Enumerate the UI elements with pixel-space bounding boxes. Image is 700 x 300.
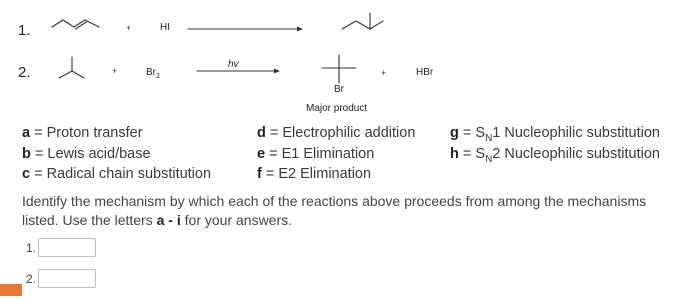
legend-item-c: c = Radical chain substitution bbox=[22, 166, 212, 182]
answer-label-1: 1. bbox=[26, 241, 37, 255]
plus-sign-3: + bbox=[381, 68, 387, 78]
byproduct-hbr: HBr bbox=[416, 67, 434, 78]
reagent-hi: HI bbox=[160, 22, 170, 33]
reaction-number-1: 1. bbox=[18, 22, 31, 39]
major-product-caption: Major product bbox=[306, 103, 368, 114]
instructions-line-1: Identify the mechanism by which each of the reactions above proceeds from among the mechanisms bbox=[22, 193, 647, 209]
product-structure-1 bbox=[342, 13, 383, 29]
plus-sign-1: + bbox=[126, 23, 132, 33]
legend-item-f: f = E2 Elimination bbox=[257, 166, 372, 182]
answer-label-2: 2. bbox=[26, 272, 37, 286]
condition-hv: hv bbox=[228, 59, 239, 70]
product-structure-2 bbox=[322, 55, 356, 83]
answer-input-1[interactable] bbox=[38, 238, 96, 257]
answer-input-2[interactable] bbox=[38, 269, 96, 288]
legend-item-a: a = Proton transfer bbox=[22, 125, 143, 141]
bromine-substituent: Br bbox=[334, 84, 344, 95]
reaction-arrow-1 bbox=[188, 27, 303, 32]
legend-item-b: b = Lewis acid/base bbox=[22, 146, 151, 162]
legend-item-e: e = E1 Elimination bbox=[257, 146, 375, 162]
accent-bar bbox=[0, 284, 22, 296]
instructions-line-2: listed. Use the letters a - i for your answers. bbox=[22, 212, 293, 228]
legend-item-g: $g = S_N1$ Nucleophilic substitution bbox=[450, 125, 660, 144]
isobutane-structure bbox=[59, 57, 84, 78]
legend-item-h: $h = S_N2$ Nucleophilic substitution bbox=[450, 146, 660, 165]
legend-item-d: d = Electrophilic addition bbox=[257, 125, 416, 141]
plus-sign-2: + bbox=[112, 66, 118, 76]
alkene-structure bbox=[52, 20, 99, 29]
reagent-br2: $Br_2$ bbox=[146, 67, 160, 80]
reaction-number-2: 2. bbox=[18, 64, 31, 81]
